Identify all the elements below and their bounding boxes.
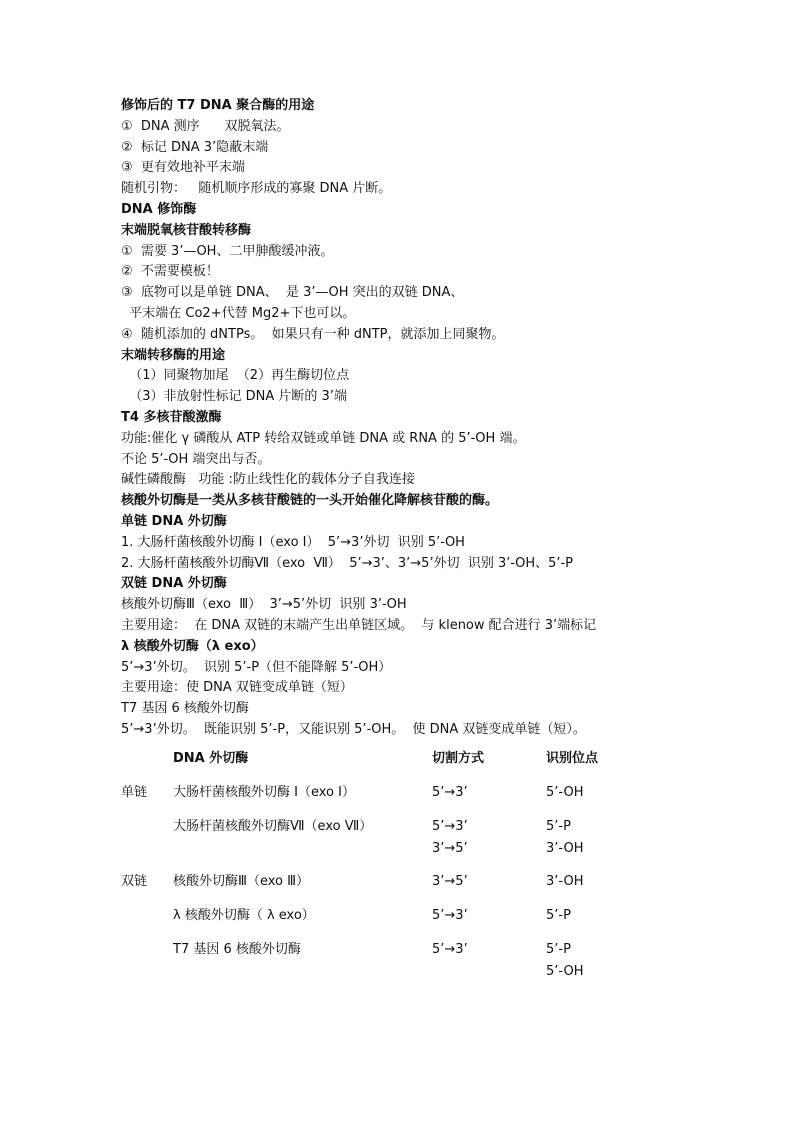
heading-transferase-uses: 末端转移酶的用途	[121, 347, 226, 363]
table-cell	[121, 939, 173, 994]
kinase-function-line: 功能:催化 γ 磷酸从 ATP 转给双链或单链 DNA 或 RNA 的 5’-OH 端。	[121, 430, 526, 446]
table-cell: 5’→3’	[432, 785, 468, 800]
list-item: ④ 随机添加的 dNTPs。 如果只有一种 dNTP，就添加上同聚物。	[121, 326, 505, 342]
lambda-exo-line: 5’→3’外切。 识别 5’-P（但不能降解 5’-OH）	[121, 659, 392, 675]
list-item: ① DNA 测序 双脱氧法。	[121, 118, 290, 134]
table-cell: 双链	[121, 874, 148, 889]
list-item: ② 标记 DNA 3’隐蔽末端	[121, 139, 269, 155]
heading-t4-kinase: T4 多核苷酸激酶	[121, 409, 222, 425]
list-item: ② 不需要模板！	[121, 264, 219, 280]
table-row	[121, 816, 666, 871]
heading-single-strand-exo: 单链 DNA 外切酶	[121, 513, 227, 529]
table-cell: λ 核酸外切酶（ λ exo）	[173, 908, 315, 923]
table-cell: 5’-P 5’-OH	[546, 942, 584, 979]
table-row	[121, 905, 666, 939]
table-row	[121, 939, 666, 994]
alkaline-phosphatase-line: 碱性磷酸酶 功能 :防止线性化的载体分子自我连接	[121, 472, 415, 488]
exo-iii-line: 核酸外切酶Ⅲ（exo Ⅲ） 3’→5’外切 识别 3’-OH	[121, 597, 407, 613]
table-header-row	[121, 748, 666, 782]
table-cell: 5’→3’	[432, 908, 468, 923]
table-cell: 5’-P	[546, 908, 571, 923]
table-cell: 大肠杆菌核酸外切酶Ⅶ（exo Ⅶ）	[173, 819, 373, 834]
table-cell: 3’-OH	[546, 874, 584, 889]
table-header-cell: DNA 外切酶	[173, 751, 249, 766]
table-row	[121, 871, 666, 905]
list-item: ③ 底物可以是单链 DNA、 是 3’—OH 突出的双链 DNA、	[121, 285, 464, 301]
list-item: （3）非放射性标记 DNA 片断的 3’端	[121, 389, 347, 405]
table-header-cell: 切割方式	[432, 751, 485, 766]
heading-double-strand-exo: 双链 DNA 外切酶	[121, 576, 227, 592]
table-cell: 大肠杆菌核酸外切酶 I（exo I）	[173, 785, 355, 800]
table-cell: 核酸外切酶Ⅲ（exo Ⅲ）	[173, 874, 310, 889]
table-cell	[121, 816, 173, 871]
table-header-cell: 识别位点	[546, 751, 599, 766]
exonuclease-definition: 核酸外切酶是一类从多核苷酸链的一头开始催化降解核苷酸的酶。	[121, 493, 499, 509]
table-cell: 单链	[121, 785, 148, 800]
table-cell: 5’→3’ 3’→5’	[432, 819, 468, 856]
table-cell: 5’-OH	[546, 785, 584, 800]
t7-gene6-heading: T7 基因 6 核酸外切酶	[121, 701, 249, 717]
table-row	[121, 782, 666, 816]
list-item-continued: 平末端在 Co2+代替 Mg2+下也可以。	[121, 305, 356, 321]
heading-lambda-exo: λ 核酸外切酶（λ exo）	[121, 638, 264, 654]
heading-terminal-transferase: 末端脱氧核苷酸转移酶	[121, 222, 252, 238]
list-item: （1）同聚物加尾 （2）再生酶切位点	[121, 368, 350, 384]
heading-dna-modifying-enzymes: DNA 修饰酶	[121, 201, 197, 217]
list-item: 1. 大肠杆菌核酸外切酶 I（exo I） 5’→3’外切 识别 5’-OH	[121, 534, 465, 550]
exonuclease-table	[121, 748, 666, 994]
list-item: ① 需要 3’—OH、二甲胂酸缓冲液。	[121, 243, 334, 259]
table-cell	[121, 905, 173, 939]
table-cell: 5’→3’	[432, 942, 468, 957]
kinase-function-line: 不论 5’-OH 端突出与否。	[121, 451, 271, 467]
exo-iii-uses-line: 主要用途： 在 DNA 双链的末端产生出单链区域。 与 klenow 配合进行 3’端标记	[121, 617, 597, 633]
heading-t7-uses: 修饰后的 T7 DNA 聚合酶的用途	[121, 98, 315, 113]
random-primer-line: 随机引物： 随机顺序形成的寡聚 DNA 片断。	[121, 181, 392, 197]
list-item: 2. 大肠杆菌核酸外切酶Ⅶ（exo Ⅶ） 5’→3’、3’→5’外切 识别 3’-OH、5’-P	[121, 555, 574, 571]
document-body	[121, 96, 721, 741]
table-header-cell	[121, 748, 173, 782]
list-item: ③ 更有效地补平末端	[121, 160, 245, 176]
table-cell: 3’→5’	[432, 874, 468, 889]
lambda-exo-uses-line: 主要用途：使 DNA 双链变成单链（短）	[121, 680, 353, 696]
table-cell: T7 基因 6 核酸外切酶	[173, 942, 301, 957]
t7-gene6-line: 5’→3’外切。 既能识别 5’-P，又能识别 5’-OH。 使 DNA 双链变成单链（短）。	[121, 721, 586, 737]
table-cell: 5’-P 3’-OH	[546, 819, 584, 856]
